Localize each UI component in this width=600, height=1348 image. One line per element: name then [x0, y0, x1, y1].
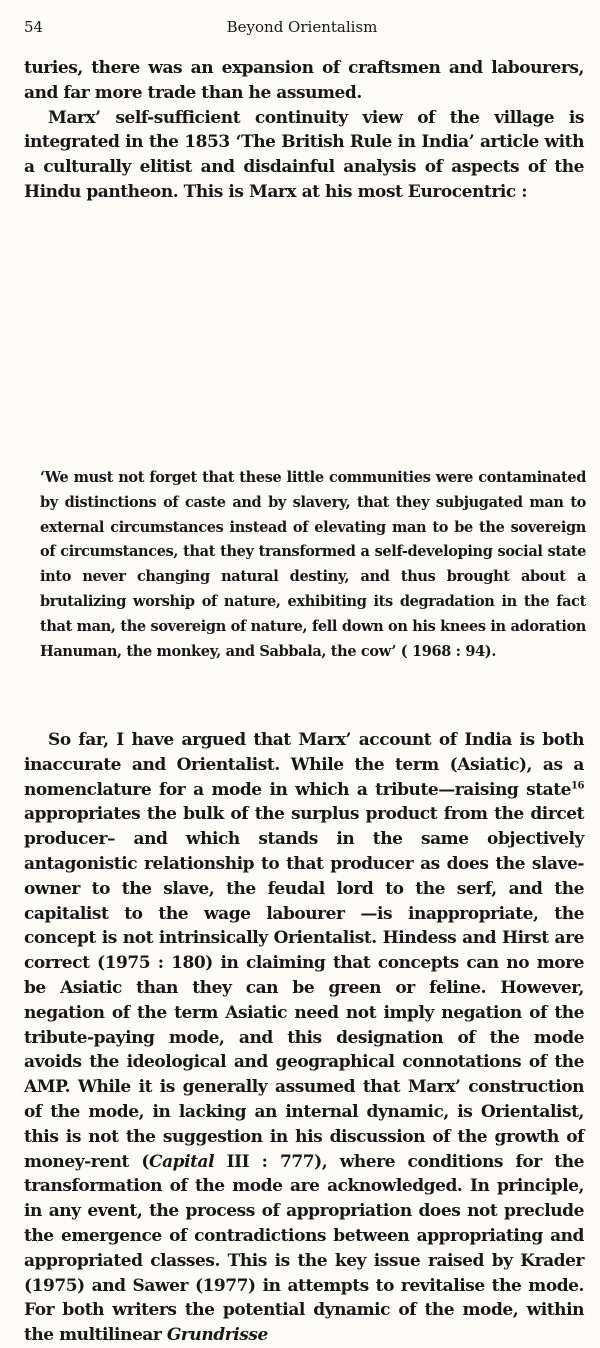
body-text-top: [24, 56, 584, 205]
work-title: Grundrisse: [166, 1325, 268, 1346]
page-header: [24, 18, 580, 42]
footnote-reference: 16: [570, 779, 584, 791]
paragraph-text: appropriates the bulk of the surplus product from the dircet producer– and which stands in the same objectively antagonistic relationship to that producer as does the slave-owner to the slave, the feudal lord to the serf, and the capitalist to the wage labourer —is inappropriate, the concept is not intrinsically Orientalist. Hindess and Hirst are correct (1975 : 180) in claiming that concepts can no more be Asiatic than they can be green or feline. However, negation of the term Asiatic need not imply negation of the tribute-paying mode, and this designation of the mode avoids the ideological and geographical connotations of the AMP. While it is generally assumed that Marx’ construction of the mode, in lacking an internal dynamic, is Orientalist, this is not the suggestion in his discussion of the growth of money-rent (: [24, 804, 584, 1172]
body-text-bottom: [24, 728, 584, 1348]
citation-title: Capital: [149, 1151, 215, 1172]
paragraph: [24, 728, 584, 1348]
paragraph-text: III : 777), where conditions for the transformation of the mode are acknowledged. In principle, in any event, the process of appropriation does not preclude the emergence of contradictions between appropriating and appropriated classes. This is the key issue raised by Krader (1975) and Sawer (1977) in attempts to revitalise the mode. For both writers the potential dynamic of the mode, within the multilinear: [24, 1151, 584, 1346]
paragraph-text: So far, I have argued that Marx’ account of India is both inaccurate and Orientalist. While the term (Asiatic), as a nomenclature for a mode in which a tribute—raising state: [24, 730, 584, 800]
page-number: 54: [24, 18, 44, 36]
paragraph-continuation: turies, there was an expansion of craftsmen and labourers, and far more trade than he assumed.: [24, 58, 584, 103]
quote-text: ‘We must not forget that these little communities were contaminated by distinctions of caste and by slavery, that they subjugated man to external circumstances instead of elevating man to be the sovereign of circumstances, that they transformed a self-developing social state into never changing natural destiny, and thus brought about a brutalizing worship of nature, exhibiting its degradation in the fact that man, the sovereign of nature, fell down on his knees in adoration Hanuman, the monkey, and Sabbala, the cow’ ( 1968 : 94).: [40, 469, 586, 660]
running-head: Beyond Orientalism: [226, 18, 378, 36]
paragraph: Marx’ self-sufficient continuity view of the village is integrated in the 1853 ‘The British Rule in India’ article with a culturally elitist and disdainful analysis of aspects of the Hindu pantheon. This is Marx at his most Eurocentric :: [24, 107, 584, 202]
block-quote: [40, 466, 586, 664]
